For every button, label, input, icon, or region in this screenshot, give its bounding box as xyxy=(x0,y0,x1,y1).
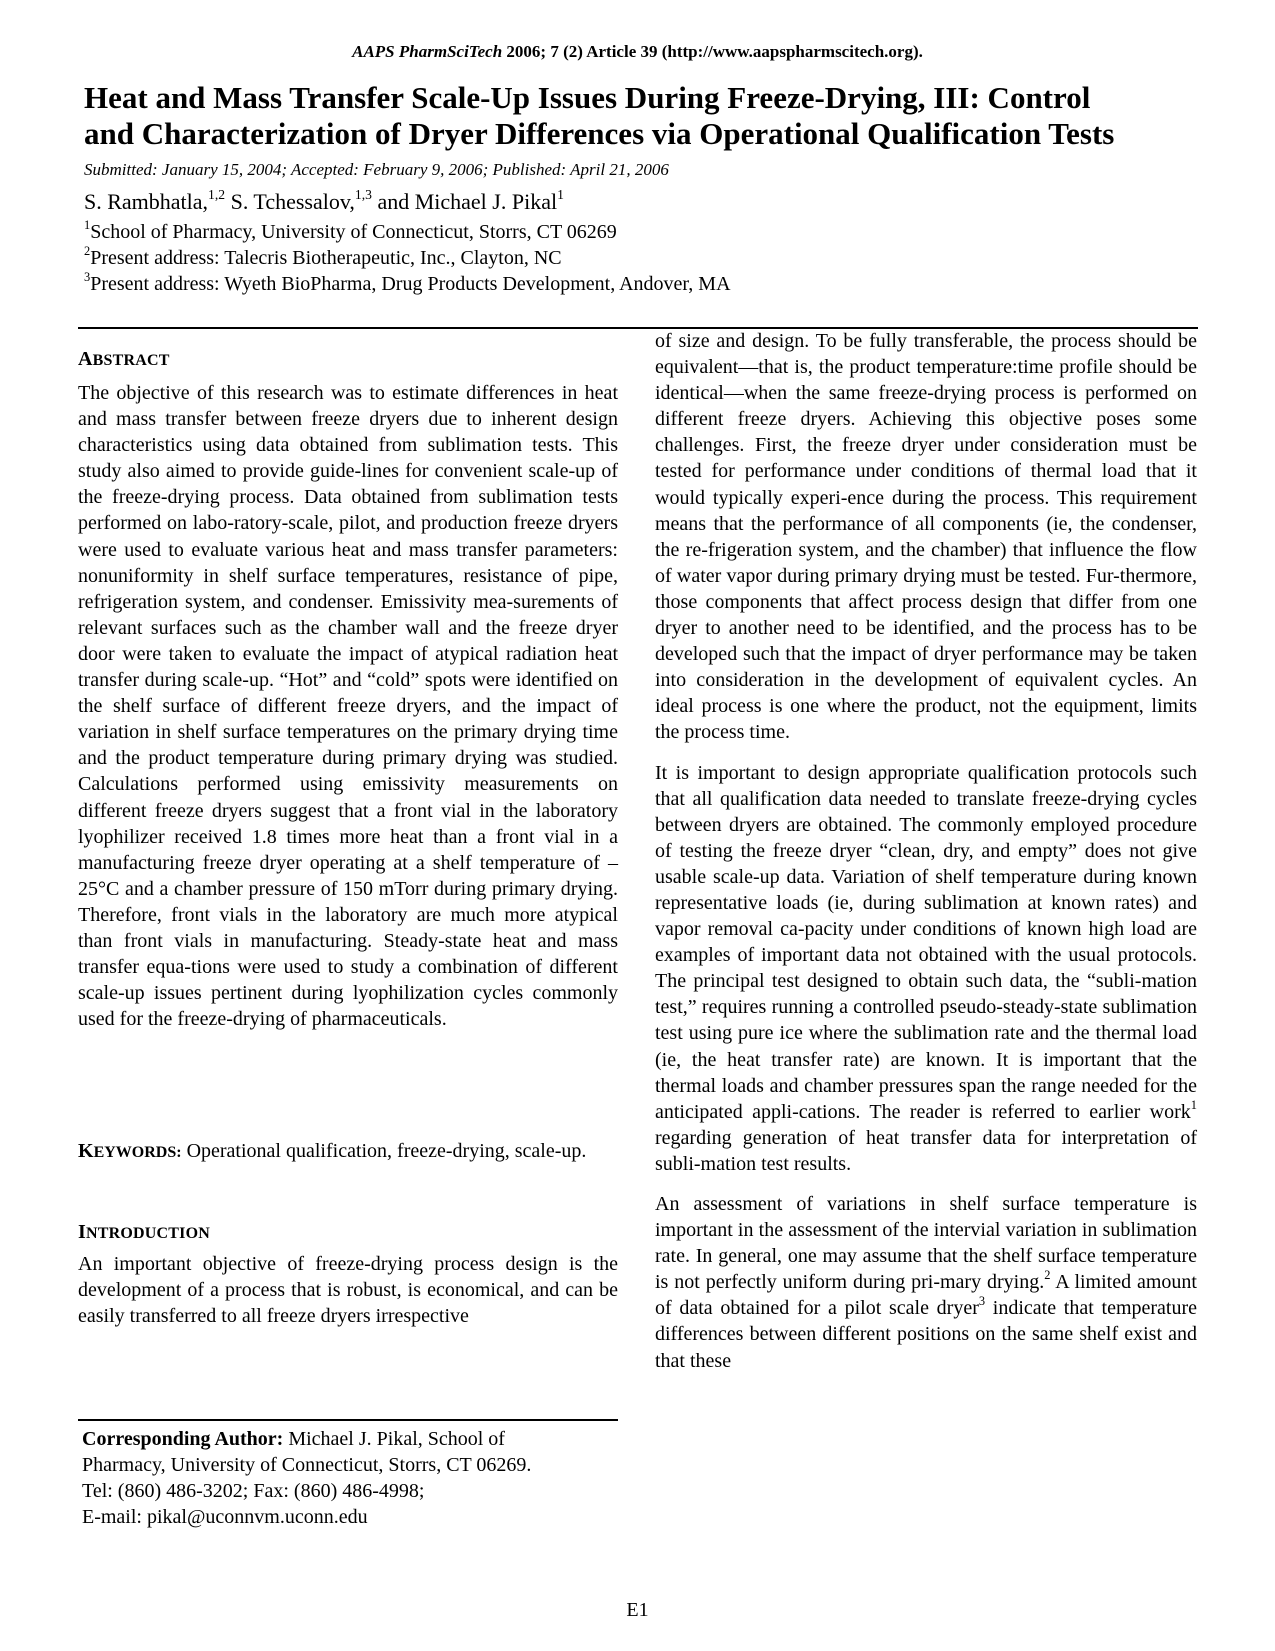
keywords-label: KEYWORDS: xyxy=(78,1140,182,1162)
corresponding-author-label: Corresponding Author: xyxy=(82,1428,284,1450)
body-paragraph: of size and design. To be fully transferable, the process should be equivalent—that is, the product temperature:time profile should be identical—when the same freeze-drying process is performed on different freeze dryers. Achieving this objective poses some challenges. First, the freeze dryer under consideration must be tested for performance under conditions of thermal load that it would typically experi-ence during the process. This requirement means that the performance of all components (ie, the condenser, the re-frigeration system, and the chamber) that influence the flow of water vapor during primary drying must be tested. Fur-thermore, those components that affect process design that differ from one dryer to another need to be identified, and the process has to be developed such that the impact of dryer performance may be taken into consideration in the development of equivalent cycles. An ideal process is one where the product, not the equipment, limits the process time. xyxy=(655,330,1197,744)
affiliation-mark: 3 xyxy=(84,270,91,285)
corresponding-author xyxy=(82,1426,622,1530)
author-name: and Michael J. Pikal xyxy=(377,189,558,214)
corresponding-author-email: E-mail: pikal@uconnvm.uconn.edu xyxy=(82,1506,368,1528)
citation-mark: 3 xyxy=(978,1294,986,1309)
footnote-divider xyxy=(78,1419,618,1421)
abstract-text: The objective of this research was to estimate differences in heat and mass transfer between freeze dryers due to inherent design characteristics using data obtained from sublimation tests. This study also aimed to provide guide-lines for convenient scale-up of the freeze-drying process. Data obtained from sublimation tests performed on labo-ratory-scale, pilot, and production freeze dryers were used to evaluate various heat and mass transfer parameters: nonuniformity in shelf surface temperatures, resistance of pipe, refrigeration system, and condenser. Emissivity mea-surements of relevant surfaces such as the chamber wall and the freeze dryer door were taken to evaluate the impact of atypical radiation heat transfer during scale-up. “Hot” and “cold” spots were identified on the shelf surface of different freeze dryers, and the impact of variation in shelf surface temperatures on the primary drying time and the product temperature during primary drying was studied. Calculations performed using emissivity measurements on different freeze dryers suggest that a front vial in the laboratory lyophilizer received 1.8 times more heat than a front vial in a manufacturing freeze dryer operating at a shelf temperature of –25°C and a chamber pressure of 150 mTorr during primary drying. Therefore, front vials in the laboratory are much more atypical than front vials in manufacturing. Steady-state heat and mass transfer equa-tions were used to study a combination of different scale-up issues pertinent during lyophilization cycles commonly used for the freeze-drying of pharmaceuticals. xyxy=(78,382,618,1031)
citation-mark: 1 xyxy=(1190,1097,1197,1112)
author-affiliation-mark: 1,3 xyxy=(354,187,372,203)
article-title-line: Heat and Mass Transfer Scale-Up Issues During Freeze-Drying, III: Control xyxy=(84,80,1091,115)
journal-name: AAPS PharmSciTech xyxy=(352,42,503,61)
affiliation-mark: 1 xyxy=(84,218,91,233)
affiliation xyxy=(84,244,562,270)
body-paragraph: An assessment of variations in shelf surface temperature is important in the assessment of the intervial variation in sublimation rate. In general, one may assume that the shelf surface temperature is not perfectly uniform during pri-mary drying.$^2$ A limited amount of data obtained for a pilot scale dryer$^3$ indicate that temperature differences between different positions on the same shelf exist and that these xyxy=(655,1193,1198,1372)
author-name: S. Tchessalov, xyxy=(230,189,355,214)
body-paragraph: It is important to design appropriate qualification protocols such that all qualification data needed to translate freeze-drying cycles between dryers are obtained. The commonly employed procedure of testing the freeze dryer “clean, dry, and empty” does not give usable scale-up data. Variation of shelf temperature during known representative loads (ie, during sublimation at known rates) and vapor removal ca-pacity under conditions of known high load are examples of important data not obtained with the usual protocols. The principal test designed to obtain such data, the “subli-mation test,” requires running a controlled pseudo-steady-state sublimation test using pure ice where the sublimation rate and the thermal load (ie, the heat transfer rate) are known. It is important that the thermal loads and chamber pressures span the range needed for the anticipated appli-cations. The reader is referred to earlier work$^1$ regarding generation of heat transfer data for interpretation of subli-mation test results. xyxy=(655,761,1197,1175)
affiliation xyxy=(84,270,731,296)
keywords-text: Operational qualification, freeze-drying, scale-up. xyxy=(186,1140,587,1162)
journal-header xyxy=(0,42,1275,62)
publication-dates: Submitted: January 15, 2004; Accepted: February 9, 2006; Published: April 21, 2006 xyxy=(84,160,669,179)
abstract-heading: ABSTRACT xyxy=(78,348,170,370)
introduction-heading: INTRODUCTION xyxy=(78,1221,210,1243)
article-title-line: and Characterization of Dryer Differences via Operational Qualification Tests xyxy=(84,116,1115,151)
journal-citation: 2006; 7 (2) Article 39 (http://www.aapspharmscitech.org). xyxy=(506,42,923,61)
corresponding-author-line: Pharmacy, University of Connecticut, Storrs, CT 06269. xyxy=(82,1454,532,1476)
article-title xyxy=(84,80,1214,152)
introduction-text: An important objective of freeze-drying process design is the development of a process that is robust, is economical, and can be easily transferred to all freeze dryers irrespective xyxy=(78,1253,618,1328)
affiliation-text: Present address: Talecris Biotherapeutic, Inc., Clayton, NC xyxy=(90,247,562,269)
right-column xyxy=(655,328,1197,1374)
author-name: S. Rambhatla, xyxy=(84,189,209,214)
author-list xyxy=(84,189,564,215)
abstract-body xyxy=(78,380,618,1032)
corresponding-author-line: Michael J. Pikal, School of xyxy=(288,1428,505,1450)
author-affiliation-mark: 1 xyxy=(557,187,564,203)
keywords xyxy=(78,1138,618,1166)
page-number: E1 xyxy=(626,1599,649,1621)
affiliation xyxy=(84,218,617,244)
affiliation-mark: 2 xyxy=(84,244,91,259)
citation-mark: 2 xyxy=(1044,1268,1051,1283)
corresponding-author-line: Tel: (860) 486-3202; Fax: (860) 486-4998; xyxy=(82,1480,425,1502)
introduction-body xyxy=(78,1251,618,1329)
affiliation-text: School of Pharmacy, University of Connecticut, Storrs, CT 06269 xyxy=(90,221,617,243)
affiliation-text: Present address: Wyeth BioPharma, Drug Products Development, Andover, MA xyxy=(90,273,731,295)
author-affiliation-mark: 1,2 xyxy=(208,187,226,203)
